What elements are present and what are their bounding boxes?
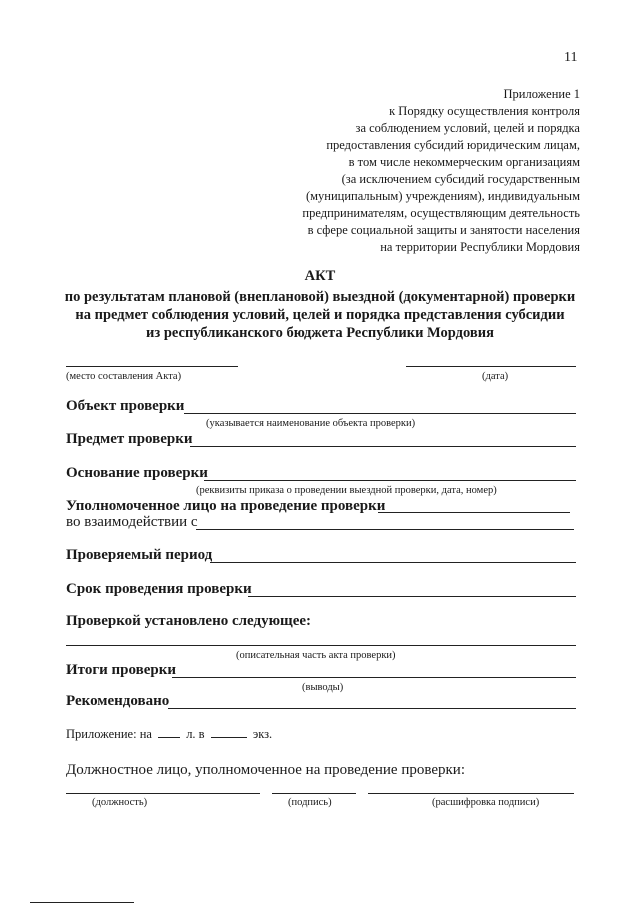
signature-caption: (подпись): [288, 797, 332, 808]
appendix-line: за соблюдением условий, целей и порядка: [355, 121, 580, 135]
object-hint: (указывается наименование объекта проверки): [206, 418, 416, 429]
date-caption: (дата): [482, 371, 509, 382]
recommended-label: Рекомендовано: [66, 693, 170, 709]
basis-label: Основание проверки: [66, 465, 208, 481]
appendix-line: предоставления субсидий юридическим лицам,: [326, 138, 580, 152]
authorized-line[interactable]: [378, 512, 570, 513]
established-line[interactable]: [66, 645, 576, 646]
basis-hint: (реквизиты приказа о проведении выездной проверки, дата, номер): [196, 485, 497, 496]
results-label: Итоги проверки: [66, 662, 177, 678]
subject-label: Предмет проверки: [66, 431, 193, 447]
act-title-line-1: по результатам плановой (внеплановой) выездной (документарной) проверки: [64, 289, 576, 305]
date-line[interactable]: [406, 366, 576, 367]
descriptive-hint: (описательная часть акта проверки): [236, 650, 396, 661]
appendix-line: к Порядку осуществления контроля: [389, 104, 580, 118]
appendix-line: в сфере социальной защиты и занятости населения: [307, 223, 580, 237]
established-label: Проверкой установлено следующее:: [66, 613, 312, 629]
object-line[interactable]: [184, 413, 576, 414]
appendix-block: [260, 86, 580, 256]
attachment-row: [66, 727, 272, 742]
term-line[interactable]: [248, 596, 576, 597]
official-label: Должностное лицо, уполномоченное на проведение проверки:: [66, 762, 465, 778]
place-caption: (место составления Акта): [66, 371, 182, 382]
place-line[interactable]: [66, 366, 238, 367]
appendix-line: предпринимателям, осуществляющим деятельность: [302, 206, 580, 220]
act-title-line-2: на предмет соблюдения условий, целей и порядка представления субсидии: [75, 307, 565, 323]
signature-line[interactable]: [272, 793, 356, 794]
conclusions-hint: (выводы): [302, 682, 344, 693]
attachment-sheets-blank[interactable]: [158, 737, 180, 738]
appendix-line: в том числе некоммерческим организациям: [348, 155, 580, 169]
page-number: 11: [564, 50, 578, 65]
appendix-line: (за исключением субсидий государственным: [341, 172, 580, 186]
period-line[interactable]: [210, 562, 576, 563]
period-label: Проверяемый период: [66, 547, 213, 563]
attachment-copies-label: экз.: [252, 727, 273, 741]
appendix-line: (муниципальным) учреждениям), индивидуальным: [305, 189, 580, 203]
attachment-label: Приложение: на: [66, 727, 152, 741]
object-label: Объект проверки: [66, 398, 185, 414]
position-line[interactable]: [66, 793, 260, 794]
act-heading: АКТ: [304, 268, 336, 284]
interaction-label: во взаимодействии с: [66, 514, 198, 530]
subject-line[interactable]: [190, 446, 576, 447]
authorized-label: Уполномоченное лицо на проведение проверки: [66, 498, 386, 514]
recommended-line[interactable]: [168, 708, 576, 709]
act-title-line-3: из республиканского бюджета Республики Мордовия: [146, 325, 494, 341]
footnote-divider: [30, 902, 134, 903]
term-label: Срок проведения проверки: [66, 581, 252, 597]
interaction-line[interactable]: [196, 529, 574, 530]
position-caption: (должность): [92, 797, 148, 808]
decoding-caption: (расшифровка подписи): [432, 797, 540, 808]
appendix-line: на территории Республики Мордовия: [380, 240, 580, 254]
attachment-sheets-label: л. в: [186, 727, 205, 741]
attachment-copies-blank[interactable]: [211, 737, 247, 738]
appendix-line: Приложение 1: [503, 87, 580, 101]
results-line[interactable]: [172, 677, 576, 678]
decoding-line[interactable]: [368, 793, 574, 794]
basis-line[interactable]: [204, 480, 576, 481]
